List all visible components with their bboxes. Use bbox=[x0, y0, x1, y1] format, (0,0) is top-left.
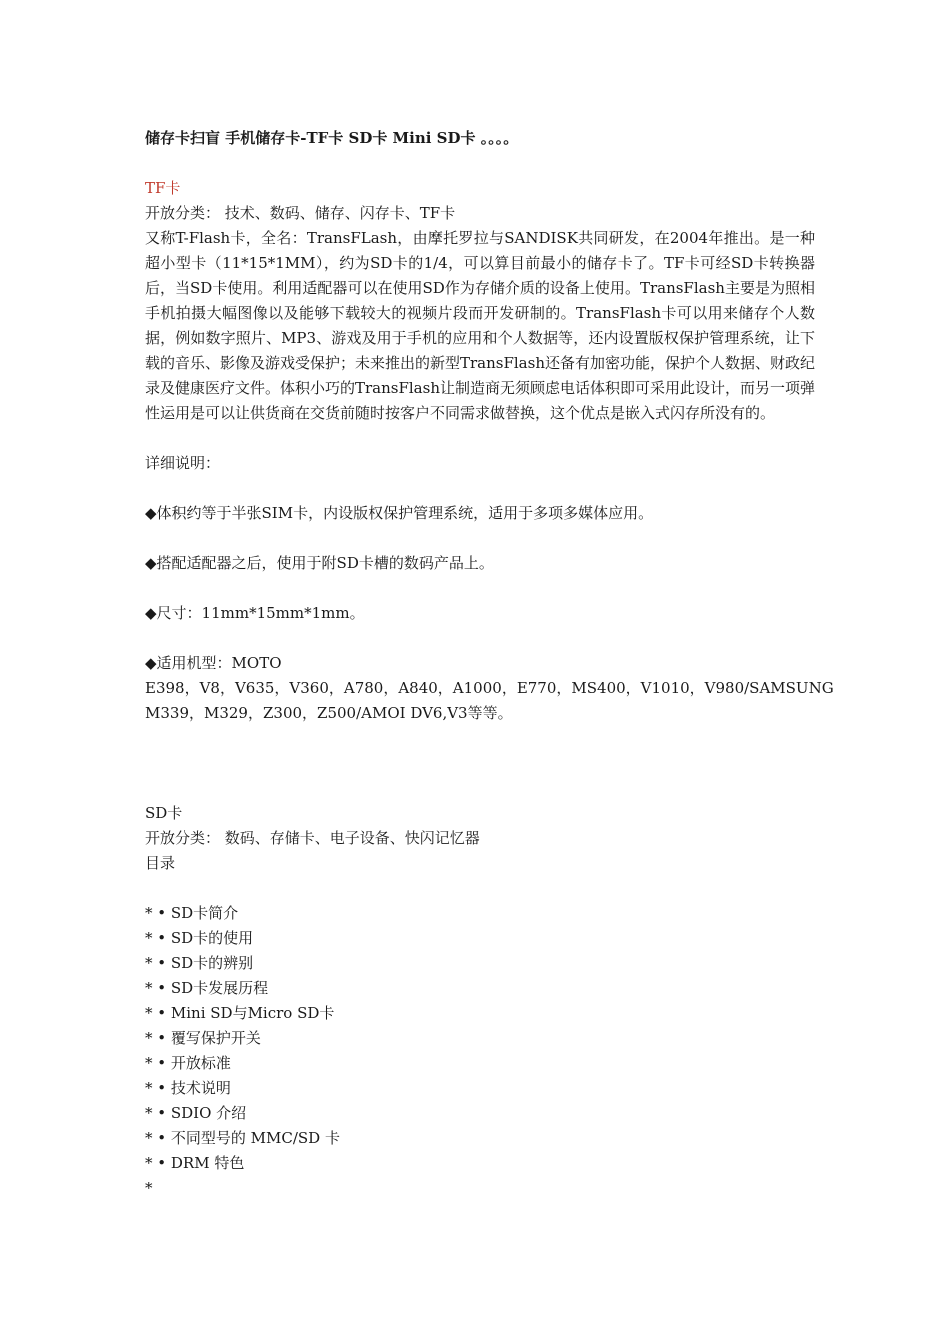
spacer bbox=[145, 426, 815, 451]
toc-item: * • 技术说明 bbox=[145, 1079, 231, 1097]
table-of-contents bbox=[145, 901, 815, 1201]
toc-item: * • SD卡简介 bbox=[145, 904, 239, 922]
toc-heading: 目录 bbox=[145, 854, 176, 872]
document-title: 储存卡扫盲 手机储存卡-TF卡 SD卡 Mini SD卡 。。。。 bbox=[145, 129, 519, 147]
detail-bullet-dimensions: ◆尺寸：11mm*15mm*1mm。 bbox=[145, 604, 365, 622]
toc-item: * • SDIO 介绍 bbox=[145, 1104, 247, 1122]
spacer bbox=[145, 576, 815, 601]
sd-heading: SD卡 bbox=[145, 804, 183, 822]
spacer bbox=[145, 151, 815, 176]
spacer bbox=[145, 876, 815, 901]
spacer bbox=[145, 726, 815, 751]
toc-item: * • SD卡的使用 bbox=[145, 929, 254, 947]
detail-bullet-size: ◆体积约等于半张SIM卡，内设版权保护管理系统，适用于多项多媒体应用。 bbox=[145, 504, 654, 522]
spacer bbox=[145, 526, 815, 551]
toc-item: * • 开放标准 bbox=[145, 1054, 231, 1072]
tf-intro-paragraph: 又称T-Flash卡，全名：TransFLash，由摩托罗拉与SANDISK共同研发，在2004年推出。是一种超小型卡（11*15*1MM），约为SD卡的1/4，可以算目前最小的储存卡了。TF卡可经SD卡转换器后，当SD卡使用。利用适配器可以在使用SD作为存储介质的设备上使用。TransFlash主要是为照相手机拍摄大幅图像以及能够下载较大的视频片段而开发研制的。TransFlash卡可以用来储存个人数据，例如数字照片、MP3、游戏及用于手机的应用和个人数据等，还内设置版权保护管理系统，让下载的音乐、影像及游戏受保护；未来推出的新型TransFlash还备有加密功能，保护个人数据、财政纪录及健康医疗文件。体积小巧的TransFlash让制造商无须顾虑电话体积即可采用此设计，而另一项弹性运用是可以让供货商在交货前随时按客户不同需求做替换，这个优点是嵌入式闪存所没有的。 bbox=[145, 229, 815, 422]
sd-category: 开放分类： 数码、存储卡、电子设备、快闪记忆器 bbox=[145, 829, 480, 847]
detail-bullet-adapter: ◆搭配适配器之后，使用于附SD卡槽的数码产品上。 bbox=[145, 554, 494, 572]
detail-bullet-models: ◆适用机型：MOTO bbox=[145, 654, 282, 672]
toc-item: * • Mini SD与Micro SD卡 bbox=[145, 1004, 335, 1022]
document-page bbox=[145, 126, 834, 1201]
detail-heading: 详细说明： bbox=[145, 454, 221, 472]
toc-item: * • 覆写保护开关 bbox=[145, 1029, 261, 1047]
toc-item: * • DRM 特色 bbox=[145, 1154, 245, 1172]
tf-heading: TF卡 bbox=[145, 179, 181, 197]
toc-item: * • 不同型号的 MMC/SD 卡 bbox=[145, 1129, 340, 1147]
tf-category: 开放分类： 技术、数码、储存、闪存卡、TF卡 bbox=[145, 204, 456, 222]
toc-item: * bbox=[145, 1179, 153, 1197]
spacer bbox=[145, 751, 815, 776]
spacer bbox=[145, 626, 815, 651]
toc-item: * • SD卡的辨别 bbox=[145, 954, 254, 972]
models-line-2: M339，M329，Z300，Z500/AMOI DV6,V3等等。 bbox=[145, 704, 513, 722]
spacer bbox=[145, 476, 815, 501]
models-line-1: E398，V8，V635，V360，A780，A840，A1000，E770，MS400，V1010，V980/SAMSUNG bbox=[145, 679, 834, 697]
spacer bbox=[145, 776, 815, 801]
toc-item: * • SD卡发展历程 bbox=[145, 979, 269, 997]
